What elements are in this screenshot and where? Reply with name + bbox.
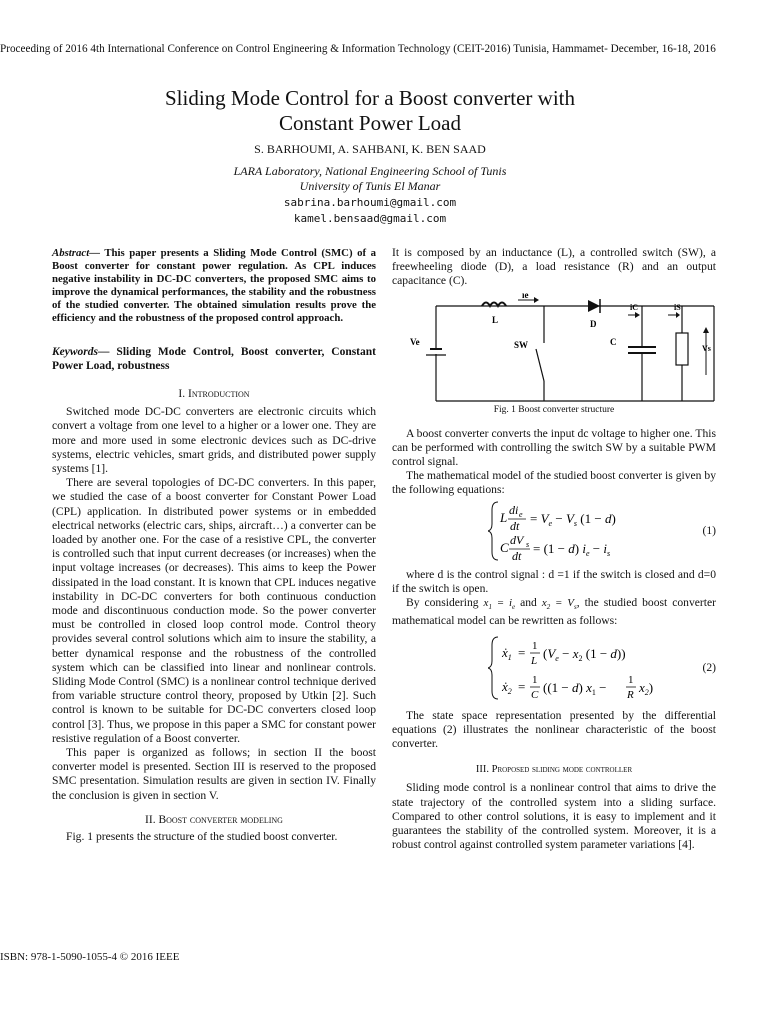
label-Vs: Vs <box>702 343 711 353</box>
keywords-text: Sliding Mode Control, Boost converter, Constant Power Load, robustness <box>52 346 376 372</box>
svg-text:L: L <box>531 654 538 667</box>
boost-converter-circuit <box>392 293 716 413</box>
svg-text:dt: dt <box>510 518 520 533</box>
left-column <box>52 247 376 844</box>
svg-text:dt: dt <box>512 548 522 563</box>
section-2-paragraph: Fig. 1 presents the structure of the studied boost converter. <box>66 830 338 844</box>
label-L: L <box>492 314 499 325</box>
paper-title <box>0 86 740 136</box>
right-column <box>392 246 716 852</box>
label-D: D <box>590 318 597 329</box>
affiliation-lab: LARA Laboratory, National Engineering School of Tunis <box>233 164 507 178</box>
abstract-text: This paper presents a Sliding Mode Control (SMC) of a Boost converter for constant power regulation. As CPL induces negative instability in DC-DC converters, the proposed SMC aims to improve the dynamical performances, the stability and the robustness of the studied converter. The obtained simulation results prove the efficiency and the robustness of the proposed control approach. <box>52 247 376 324</box>
intro-paragraph-3: This paper is organized as follows; in section II the boost converter model is presented. Section III is reserved to the proposed SMC presentation. Simulation results are given in section IV. Finally the conclusion is given in section V. <box>52 746 376 802</box>
svg-text:s: s <box>526 539 530 549</box>
svg-text:=: = <box>518 644 526 660</box>
intro-paragraph-2: There are several topologies of DC-DC converters. In this paper, we studied the case of a boost converter for Constant Power Load (CPL) application. In distributed power systems or in embedded electrical networks (electric cars, ships, aircraft…) a converter can be loaded by another one. For the case of a resistive CPL, the converter is controlled such that input current decreases (or increases) when the input voltage increases (or decreases). This aims to keep the Power dissipated in the load constant. It is known that CPL induces negative instability in DC-DC converters for both continuous conduction mode and discontinuous conduction mode. So the power converter must be controlled in closed loop control mode. Control theory provides several control solutions which aim to insure the stability, a better dynamical response and the robustness of the controlled system which can be classified into linear and nonlinear controls. Sliding Mode Control (SMC) is a nonlinear control technique derived from variable structure control theory, proposed by Utkin [2]. Such control is known to be suitable for DC-DC converters closed loop control [3]. Thus, we propose in this paper a SMC for constant power resistive regulation of a Boost converter. <box>52 476 376 745</box>
svg-text:=: = <box>518 678 526 694</box>
svg-text:ẋ2: ẋ$_2$ <box>502 678 512 696</box>
equation-2-number: (2) <box>702 660 716 674</box>
label-C: C <box>610 336 617 347</box>
figure-1-caption: Fig. 1 Boost converter structure <box>493 404 615 415</box>
right-paragraph-2: A boost converter converts the input dc voltage to higher one. This can be performed with controlling the switch SW by a suitable PWM control signal. <box>392 426 716 469</box>
svg-text:= (1 − d) ie − is: = (1 − d) $i_e - i_s$ <box>533 540 611 558</box>
email-1: sabrina.barhoumi@gmail.com <box>283 196 457 209</box>
label-SW: SW <box>514 339 529 350</box>
section-1-title: I. Introduction <box>178 388 250 400</box>
and-text: and <box>520 596 537 610</box>
svg-text:L: L <box>500 509 508 525</box>
label-ie: ie <box>522 292 529 300</box>
equation-1-number: (1) <box>702 523 716 537</box>
authors: S. BARHOUMI, A. SAHBANI, K. BEN SAAD <box>254 142 486 156</box>
abstract <box>52 247 376 325</box>
svg-text:dV: dV <box>510 532 524 547</box>
svg-text:C: C <box>500 539 509 555</box>
figure-1 <box>392 293 716 419</box>
keywords-lead: Keywords— <box>52 346 110 358</box>
svg-text:ẋ1: ẋ$_1$ <box>502 644 512 662</box>
equation-1 <box>392 498 716 564</box>
svg-text:= Ve − Vs (1 − d): = $V_e - V_s$ (1 − d) <box>530 510 616 528</box>
svg-text:R: R <box>627 688 634 701</box>
equation-2 <box>392 633 716 703</box>
right-paragraph-7: Sliding mode control is a nonlinear control that aims to drive the state trajectory of the controlled system into a sliding surface. Compared to other control solutions, it is easy to implement and it guarantees the stability of the controlled system. Moreover, it is a robust control against controlled system parameter variations [4]. <box>392 781 716 852</box>
right-paragraph-4: where d is the control signal : d =1 if the switch is closed and d=0 if the switch is open. <box>392 567 716 595</box>
section-2-title: II. Boost converter modeling <box>145 813 283 826</box>
title-line-1: Sliding Mode Control for a Boost converter with <box>164 86 576 110</box>
svg-text:di: di <box>509 502 519 517</box>
svg-text:x2): $x_2$) <box>639 679 654 697</box>
svg-text:((1 − d) x1 −: ((1 − d) $x_1$ − <box>543 679 607 697</box>
label-is: iS <box>674 302 681 312</box>
conference-header: Proceeding of 2016 4th International Conference on Control Engineering & Information Technology (CEIT-2016) Tunisia, Hammamet- December, 16-18, 2016 <box>0 43 716 55</box>
svg-text:C: C <box>531 688 539 701</box>
right-paragraph-5: By considering $x_1 = i_e$ and $x_2 = V_s$, the studied boost converter mathematical model can be rewritten as follows: <box>392 596 716 628</box>
abstract-lead: Abstract— <box>52 247 100 259</box>
right-paragraph-3: The mathematical model of the studied boost converter is given by the following equations: <box>392 469 716 497</box>
label-ic: iC <box>630 302 638 312</box>
intro-paragraph-1: Switched mode DC-DC converters are electronic circuits which convert a voltage from one level to a higher or a lower one. They are more and more used in some electronic devices such as DC-drive systems, electric vehicles, smart grids, and distributed power supply systems [1]. <box>52 405 376 476</box>
svg-text:1: 1 <box>628 673 634 686</box>
keywords <box>52 345 376 373</box>
considering-text: By considering <box>406 596 479 610</box>
svg-text:(Ve − x2 (1 − d)): ($V_e - x_2$ (1 − d)) <box>543 645 626 663</box>
affiliation-university: University of Tunis El Manar <box>299 179 441 193</box>
svg-text:e: e <box>519 509 523 519</box>
svg-text:1: 1 <box>532 673 538 686</box>
email-2: kamel.bensaad@gmail.com <box>293 212 447 225</box>
rewritten-text: , the studied boost converter mathematical model can be rewritten as follows: <box>392 596 716 628</box>
section-3-title: III. Proposed sliding mode controller <box>475 764 633 776</box>
isbn-footer: ISBN: 978-1-5090-1055-4 © 2016 IEEE <box>0 951 180 963</box>
right-paragraph-1: It is composed by an inductance (L), a controlled switch (SW), a freewheeling diode (D), a load resistance (R) and an output capacitance (C). <box>392 246 716 288</box>
right-paragraph-6: The state space representation presented by the differential equations (2) illustrates the nonlinear characteristic of the boost converter. <box>392 708 716 751</box>
svg-text:1: 1 <box>532 639 538 652</box>
title-line-2: Constant Power Load <box>279 111 461 135</box>
label-Ve: Ve <box>410 336 420 347</box>
